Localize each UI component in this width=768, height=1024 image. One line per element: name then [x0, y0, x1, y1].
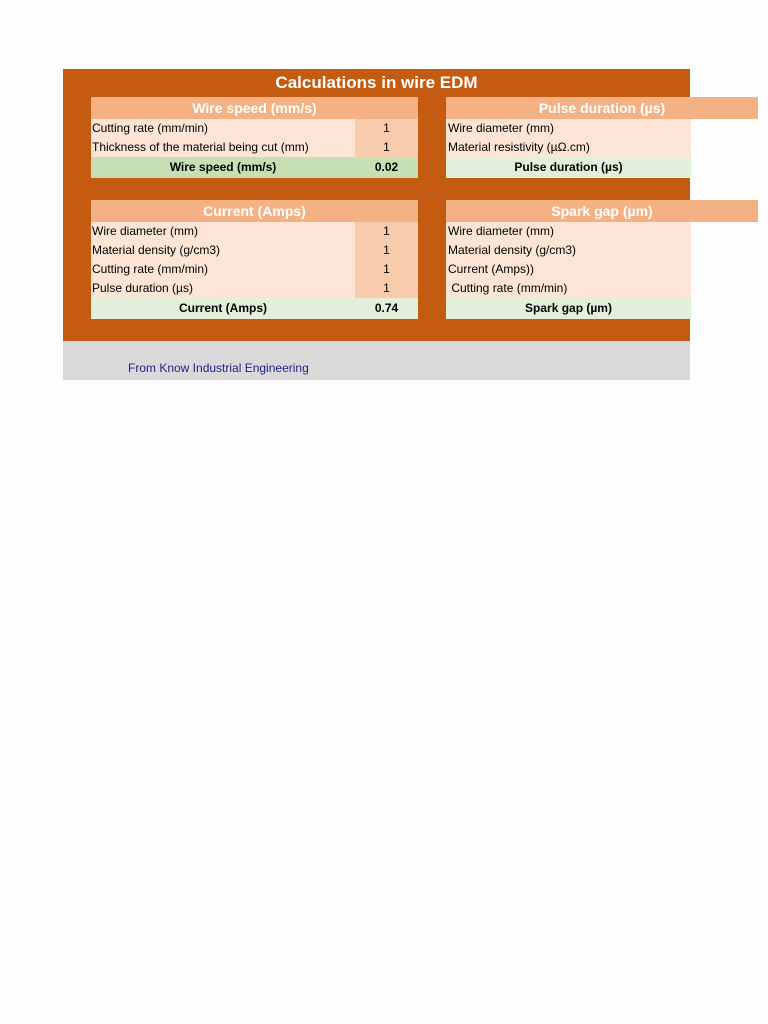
table-row	[446, 222, 691, 241]
pulse-duration-result-label: Pulse duration (µs)	[514, 160, 623, 174]
wire-diameter-label: Wire diameter (mm)	[92, 224, 199, 238]
cutting-rate-input[interactable]: 1	[355, 119, 418, 138]
table-row	[446, 241, 691, 260]
material-density-label: Material density (g/cm3)	[448, 243, 577, 257]
current-panel	[91, 200, 418, 319]
table-row	[91, 138, 418, 157]
thickness-input[interactable]: 1	[355, 138, 418, 157]
table-row	[446, 260, 691, 279]
current-header: Current (Amps)	[91, 200, 418, 222]
thickness-label: Thickness of the material being cut (mm)	[92, 140, 309, 154]
table-row	[446, 279, 691, 298]
calculator-sheet	[63, 69, 690, 341]
sheet-title: Calculations in wire EDM	[275, 73, 478, 92]
wire-speed-result-label: Wire speed (mm/s)	[169, 160, 277, 174]
cutting-rate-label: Cutting rate (mm/min)	[92, 262, 209, 276]
cutting-rate-input[interactable]: 1	[355, 260, 418, 279]
wire-diameter-label: Wire diameter (mm)	[448, 224, 555, 238]
spark-gap-result-label: Spark gap (µm)	[525, 301, 612, 315]
table-row	[91, 222, 418, 241]
pulse-duration-label: Pulse duration (µs)	[92, 281, 193, 295]
wire-speed-result-value: 0.02	[374, 160, 399, 174]
wire-speed-result-row	[91, 157, 418, 178]
wire-diameter-label: Wire diameter (mm)	[448, 121, 555, 135]
material-density-input[interactable]: 1	[355, 241, 418, 260]
current-result-label: Current (Amps)	[178, 301, 267, 315]
spark-gap-result-row	[446, 298, 691, 319]
table-row	[91, 241, 418, 260]
cutting-rate-label: Cutting rate (mm/min)	[92, 121, 209, 135]
pulse-duration-header: Pulse duration (µs)	[446, 97, 758, 119]
current-result-value: 0.74	[374, 301, 399, 315]
table-row	[446, 119, 691, 138]
cutting-rate-label: Cutting rate (mm/min)	[448, 281, 568, 295]
spark-gap-panel	[446, 200, 758, 319]
wire-speed-panel	[91, 97, 418, 178]
wire-diameter-input[interactable]: 1	[355, 222, 418, 241]
footer-bar	[63, 341, 690, 380]
spark-gap-header: Spark gap (µm)	[446, 200, 758, 222]
table-row	[91, 279, 418, 298]
wire-speed-header: Wire speed (mm/s)	[91, 97, 418, 119]
material-resistivity-label: Material resistivity (µΩ.cm)	[448, 140, 590, 154]
pulse-duration-panel	[446, 97, 758, 178]
material-density-label: Material density (g/cm3)	[92, 243, 221, 257]
table-row	[446, 138, 691, 157]
current-result-row	[91, 298, 418, 319]
pulse-duration-input[interactable]: 1	[355, 279, 418, 298]
pulse-duration-result-row	[446, 157, 691, 178]
table-row	[91, 260, 418, 279]
table-row	[91, 119, 418, 138]
source-link[interactable]: From Know Industrial Engineering	[128, 361, 309, 375]
current-label: Current (Amps))	[448, 262, 535, 276]
